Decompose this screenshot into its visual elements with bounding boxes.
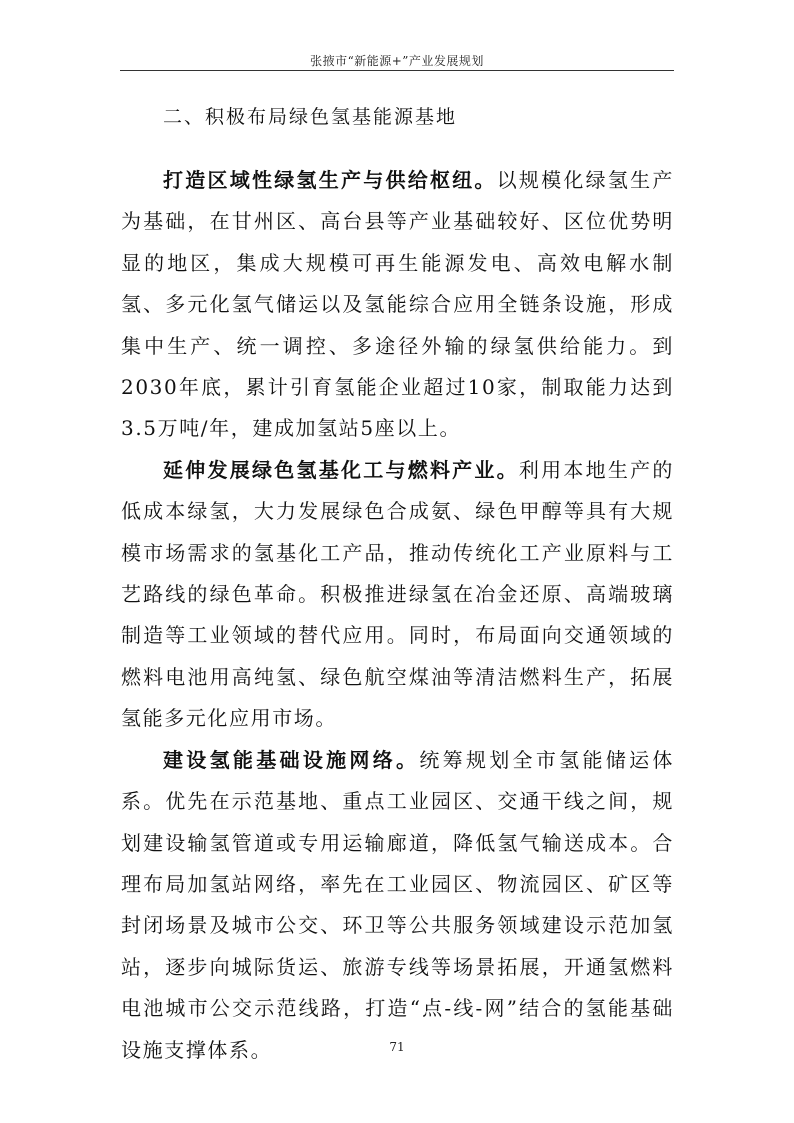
paragraph-hydrogen-hub bbox=[121, 160, 674, 450]
paragraph-lead: 打造区域性绿氢生产与供给枢纽。 bbox=[163, 168, 497, 192]
page-number: 71 bbox=[389, 1040, 405, 1054]
paragraph-lead: 延伸发展绿色氢基化工与燃料产业。 bbox=[163, 457, 519, 482]
running-header: 张掖市“新能源+”产业发展规划 bbox=[310, 54, 484, 68]
paragraph-text: 以规模化绿氢生产为基础，在甘州区、高台县等产业基础较好、区位优势明显的地区，集成大规模可再生能源发电、高效电解水制氢、多元化氢气储运以及氢能综合应用全链条设施，形成集中生产、统一调控、多途径外输的绿氢供给能力。到2030年底，累计引育氢能企业超过10家，制取能力达到3.5万吨/年，建成加氢站5座以上。 bbox=[121, 168, 675, 441]
paragraph-text: 利用本地生产的低成本绿氢，大力发展绿色合成氨、绿色甲醇等具有大规模市场需求的氢基化工产品，推动传统化工产业原料与工艺路线的绿色革命。积极推进绿氢在冶金还原、高端玻璃制造等工业领域的替代应用。同时，布局面向交通领域的燃料电池用高纯氢、绿色航空煤油等清洁燃料生产，拓展氢能多元化应用市场。 bbox=[121, 457, 674, 731]
header-divider bbox=[120, 70, 674, 71]
paragraph-text: 统筹规划全市氢能储运体系。优先在示范基地、重点工业园区、交通干线之间，规划建设输氢管道或专用运输廊道，降低氢气输送成本。合理布局加氢站网络，率先在工业园区、物流园区、矿区等封闭场景及城市公交、环卫等公共服务领域建设示范加氢站，逐步向城际货运、旅游专线等场景拓展，开通氢燃料电池城市公交示范线路，打造“点-线-网”结合的氢能基础设施支撑体系。 bbox=[121, 747, 674, 1062]
section-heading: 二、积极布局绿色氢基能源基地 bbox=[163, 106, 458, 128]
paragraph-hydrogen-infrastructure bbox=[121, 740, 674, 1071]
body-text bbox=[121, 160, 674, 1071]
paragraph-hydrogen-chemicals bbox=[121, 450, 674, 740]
paragraph-lead: 建设氢能基础设施网络。 bbox=[163, 747, 420, 772]
